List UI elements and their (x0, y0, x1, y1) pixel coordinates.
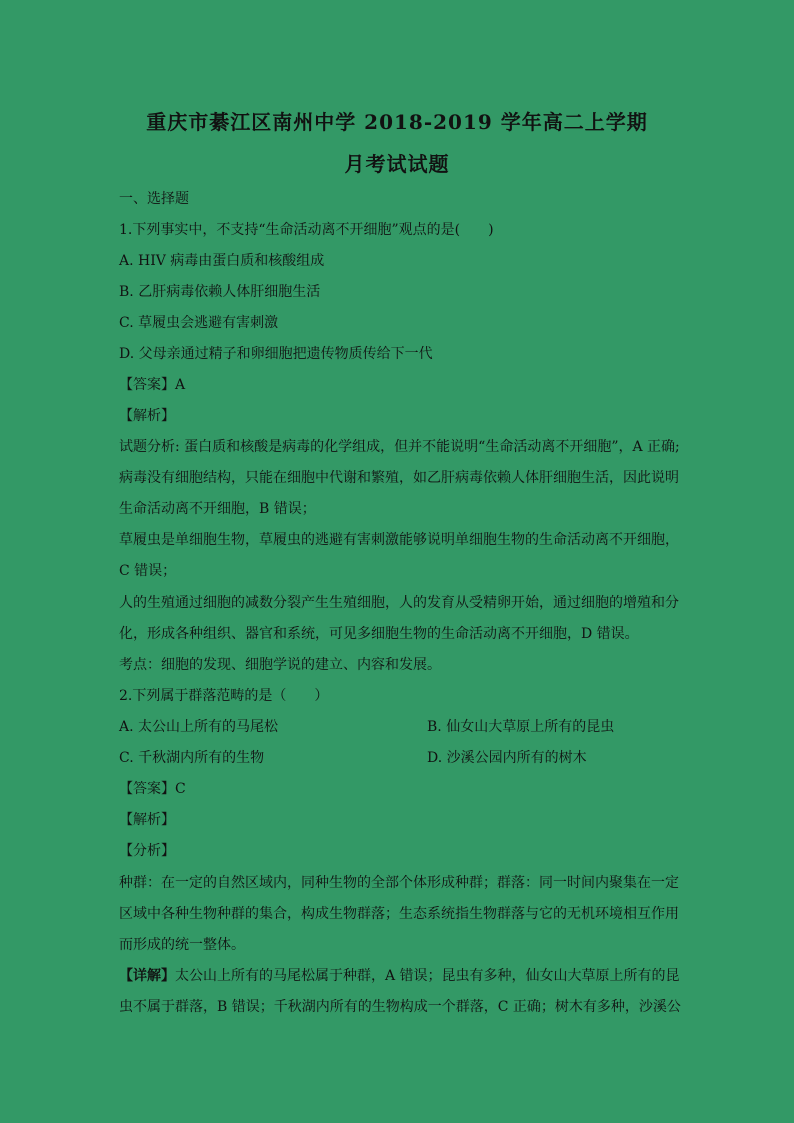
q1-analysis-line: 草履虫是单细胞生物，草履虫的逃避有害刺激能够说明单细胞生物的生命活动离不开细胞， (119, 532, 679, 548)
q2-options-row-1 (119, 716, 679, 736)
q1-analysis-line: 病毒没有细胞结构，只能在细胞中代谢和繁殖，如乙肝病毒依赖人体肝细胞生活，因此说明 (119, 470, 679, 486)
q2-detail-label: 【详解】 (119, 968, 175, 984)
q1-answer: 【答案】A (119, 377, 186, 393)
q1-analysis-line: C 错误； (119, 563, 177, 579)
q1-analysis-line: 化，形成各种组织、器官和系统，可见多细胞生物的生命活动离不开细胞，D 错误。 (119, 626, 639, 642)
q2-fenxi-label: 【分析】 (119, 843, 175, 859)
q1-stem: 1.下列事实中，不支持“生命活动离不开细胞”观点的是( ) (119, 222, 494, 238)
q2-answer: 【答案】C (119, 781, 186, 797)
q2-fenxi-line: 区域中各种生物种群的集合，构成生物群落；生态系统指生物群落与它的无机环境相互作用 (119, 906, 679, 922)
q1-analysis-label: 【解析】 (119, 408, 175, 424)
q2-option-c: C. 千秋湖内所有的生物 (119, 750, 265, 766)
q1-option-c: C. 草履虫会逃避有害刺激 (119, 315, 279, 331)
q1-analysis-line: 生命活动离不开细胞，B 错误； (119, 501, 316, 517)
q2-detail-text: 太公山上所有的马尾松属于种群，A 错误；昆虫有多种，仙女山大草原上所有的昆 (175, 968, 680, 984)
q1-option-d: D. 父母亲通过精子和卵细胞把遗传物质传给下一代 (119, 346, 433, 362)
q1-option-a: A. HIV 病毒由蛋白质和核酸组成 (119, 253, 325, 269)
q2-stem: 2.下列属于群落范畴的是（ ） (119, 688, 329, 704)
doc-title: 重庆市綦江区南州中学 2018-2019 学年高二上学期 (146, 110, 648, 134)
q2-option-a: A. 太公山上所有的马尾松 (119, 719, 279, 735)
q2-analysis-label: 【解析】 (119, 812, 175, 828)
q1-analysis-line: 试题分析: 蛋白质和核酸是病毒的化学组成，但并不能说明“生命活动离不开细胞”，A 正确; (119, 439, 680, 455)
q1-kaodian: 考点：细胞的发现、细胞学说的建立、内容和发展。 (119, 657, 441, 673)
q2-fenxi-line: 种群：在一定的自然区域内，同种生物的全部个体形成种群；群落：同一时间内聚集在一定 (119, 875, 679, 891)
q1-option-b: B. 乙肝病毒依赖人体肝细胞生活 (119, 284, 321, 300)
q2-options-row-2 (119, 747, 679, 767)
q1-analysis-line: 人的生殖通过细胞的减数分裂产生生殖细胞，人的发育从受精卵开始，通过细胞的增殖和分 (119, 595, 679, 611)
q2-fenxi-line: 而形成的统一整体。 (119, 937, 245, 953)
doc-subtitle: 月考试试题 (344, 152, 450, 176)
q2-option-b: B. 仙女山大草原上所有的昆虫 (427, 719, 615, 735)
q2-option-d: D. 沙溪公园内所有的树木 (427, 750, 587, 766)
q2-detail-line (119, 965, 680, 985)
q2-detail-line: 虫不属于群落，B 错误；千秋湖内所有的生物构成一个群落，C 正确；树木有多种，沙溪公 (119, 999, 681, 1015)
section-heading: 一、选择题 (119, 191, 189, 207)
